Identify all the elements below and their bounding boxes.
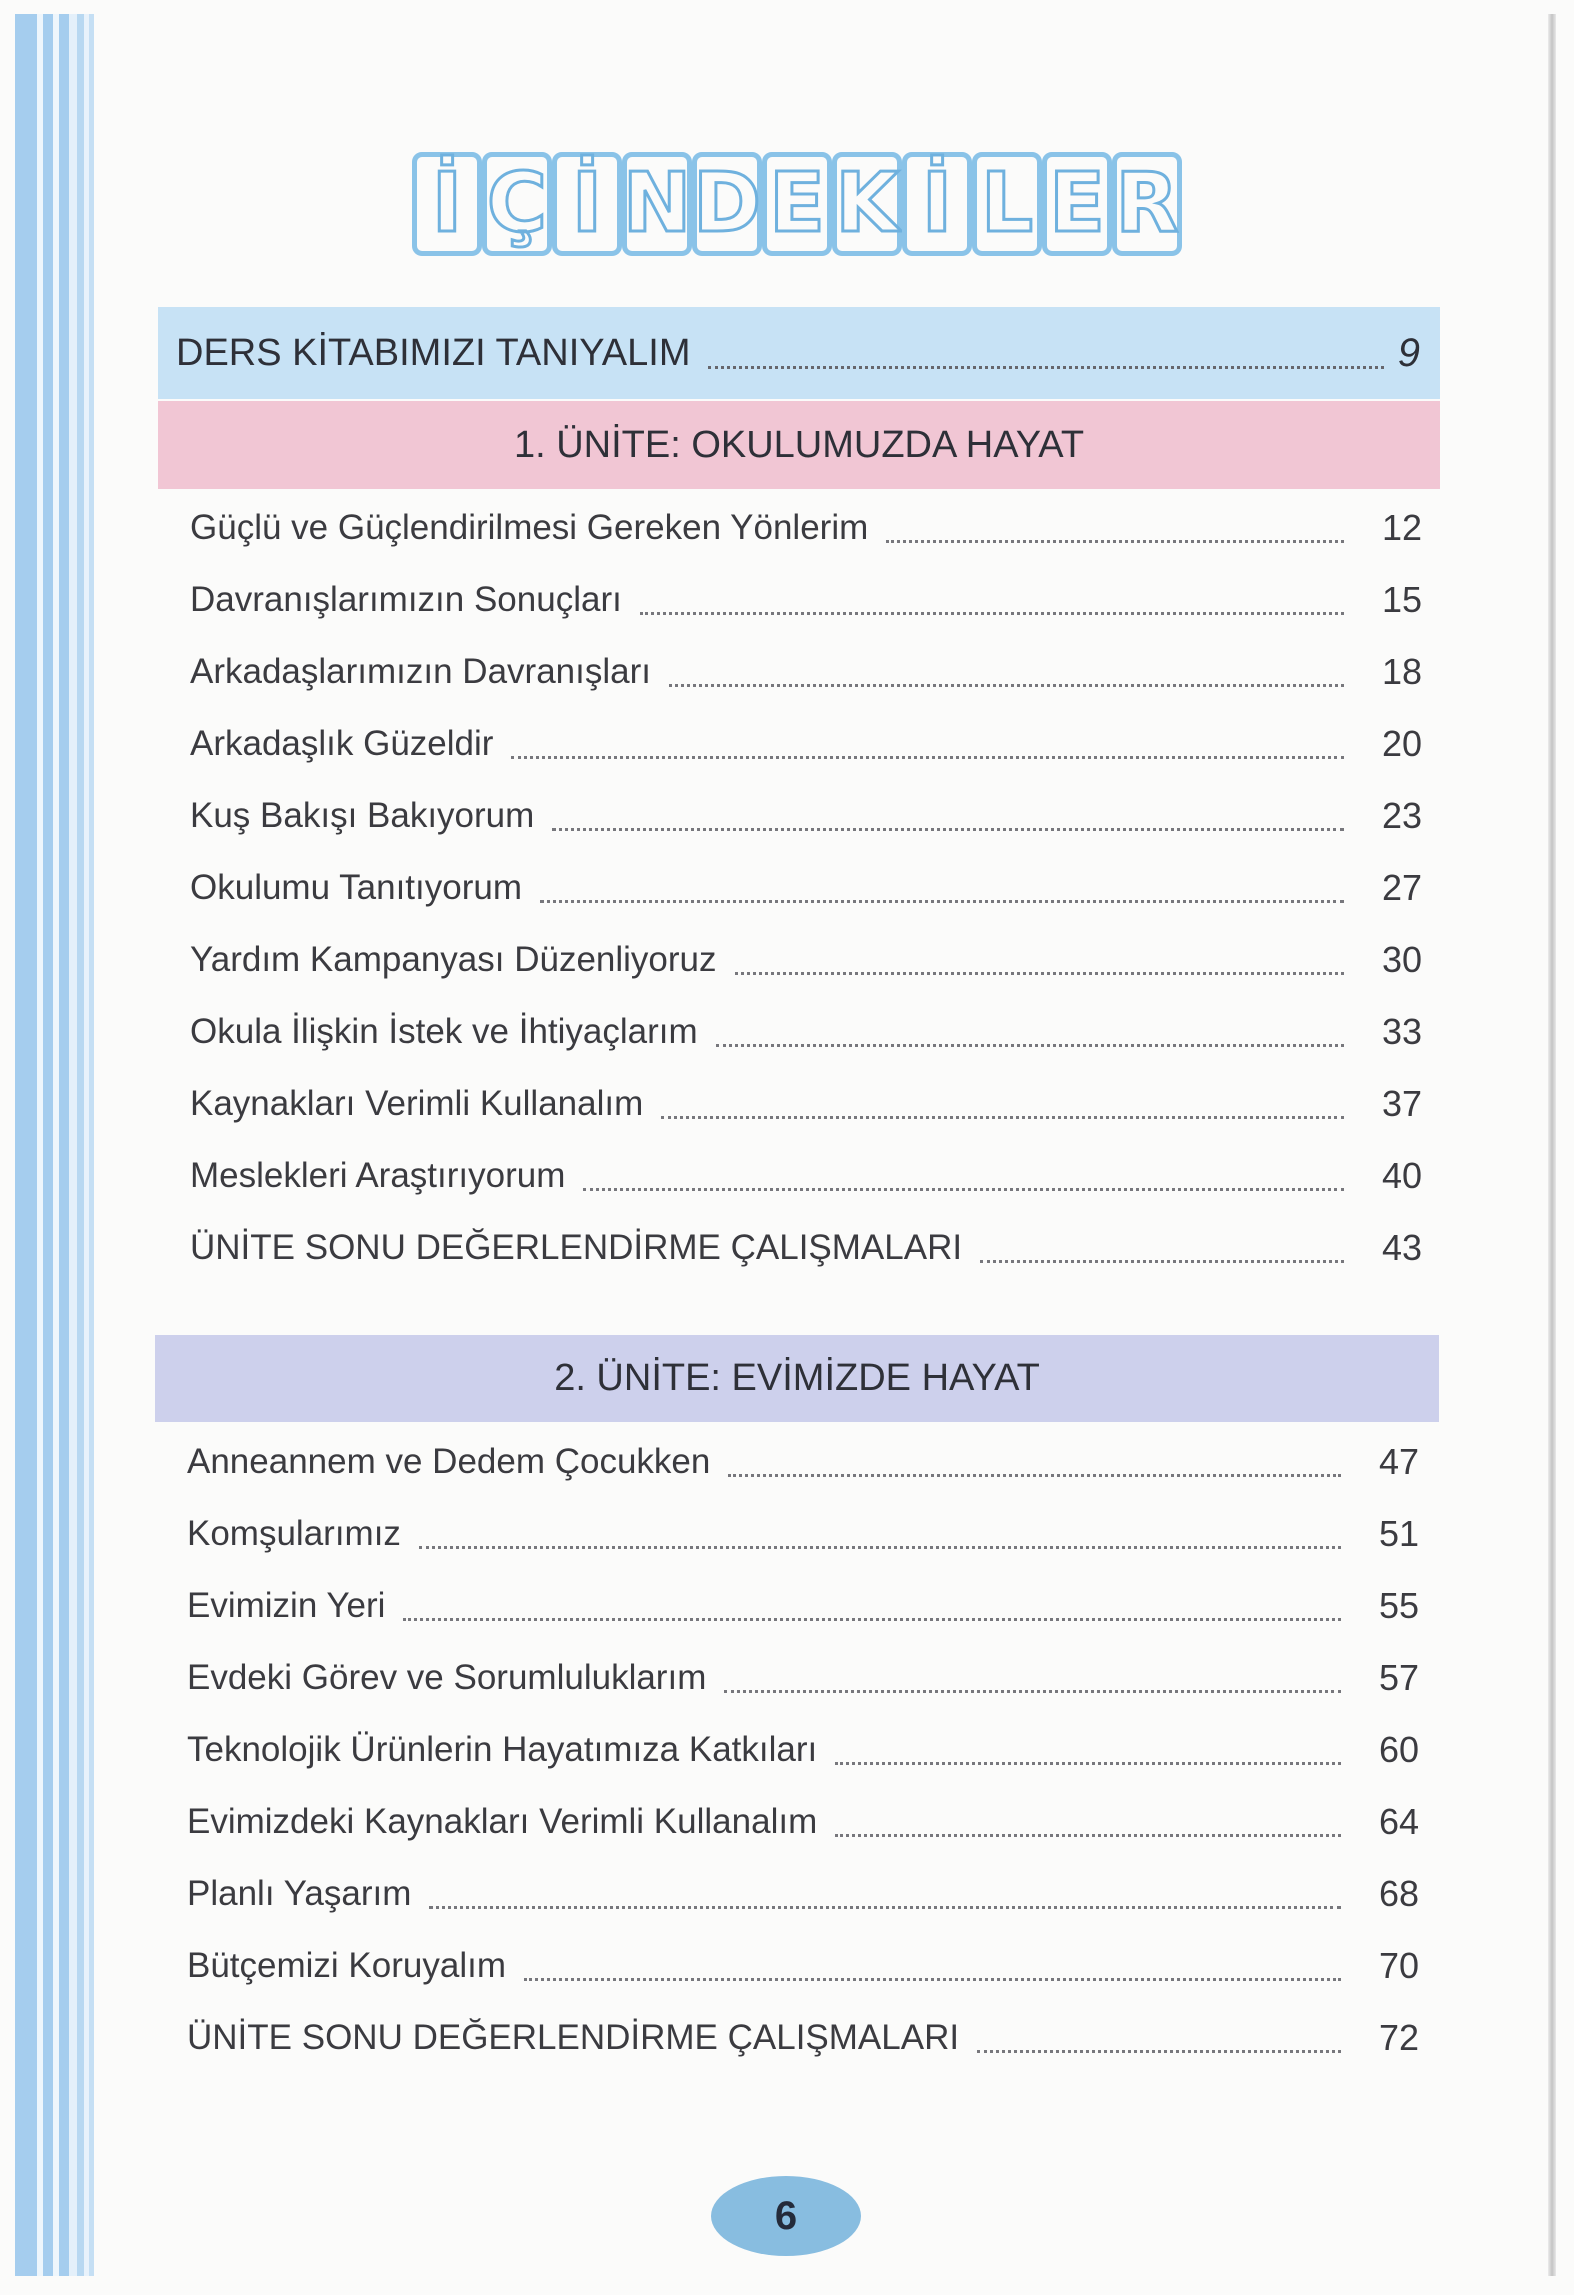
dot-leader [403, 1618, 1341, 1621]
dot-leader [980, 1260, 1344, 1263]
dot-leader [524, 1978, 1341, 1981]
toc-entry[interactable] [190, 642, 1422, 702]
title-letter-text: R [1115, 156, 1179, 251]
title-letter-text: Ç [486, 156, 548, 251]
toc-entry-label: Kaynakları Verimli Kullanalım [190, 1084, 644, 1123]
toc-entry-page: 51 [1378, 1513, 1419, 1554]
toc-entry-page: 55 [1378, 1585, 1419, 1626]
dot-leader [886, 540, 1344, 543]
toc-entry-page: 72 [1378, 2017, 1419, 2058]
title-letter-text: İ [571, 156, 603, 251]
title-letter [552, 152, 622, 256]
toc-entry-page: 40 [1381, 1155, 1422, 1196]
toc-entry-label: Arkadaşlarımızın Davranışları [190, 652, 651, 691]
dot-leader [669, 684, 1344, 687]
dot-leader [735, 972, 1344, 975]
dot-leader [728, 1474, 1341, 1477]
toc-entry-page: 30 [1381, 939, 1422, 980]
title-letter [692, 152, 762, 256]
toc-entry-label: Komşularımız [187, 1514, 401, 1553]
page-number-badge [711, 2176, 861, 2256]
title-letter [482, 152, 552, 256]
toc-entry-label: ÜNİTE SONU DEĞERLENDİRME ÇALIŞMALARI [190, 1228, 963, 1267]
toc-entry[interactable] [187, 1864, 1419, 1924]
dot-leader [835, 1834, 1341, 1837]
dot-leader [419, 1546, 1341, 1549]
toc-entry-page: 27 [1381, 867, 1422, 908]
toc-entry-label: Kuş Bakışı Bakıyorum [190, 796, 535, 835]
title-letter-text: K [835, 156, 899, 251]
dot-leader [552, 828, 1344, 831]
unit-1-heading [158, 401, 1440, 489]
title-letter-text: E [768, 156, 825, 251]
toc-entry-page: 64 [1378, 1801, 1419, 1842]
unit-2-heading-text: 2. ÜNİTE: EVİMİZDE HAYAT [554, 1357, 1040, 1399]
title-letter-text: İ [431, 156, 463, 251]
toc-entry-page: 57 [1378, 1657, 1419, 1698]
toc-entry[interactable] [187, 2008, 1419, 2068]
title-letter-text: İ [921, 156, 953, 251]
dot-leader [511, 756, 1344, 759]
toc-entry-page: 12 [1381, 507, 1422, 548]
dot-leader [724, 1690, 1341, 1693]
toc-entry[interactable] [190, 930, 1422, 990]
toc-entry-label: Evimizdeki Kaynakları Verimli Kullanalım [187, 1802, 818, 1841]
toc-entry[interactable] [187, 1720, 1419, 1780]
unit-1-heading-text: 1. ÜNİTE: OKULUMUZDA HAYAT [513, 423, 1085, 466]
title-letter-text: N [622, 156, 692, 251]
title-letter [902, 152, 972, 256]
dot-leader [977, 2050, 1341, 2053]
toc-entry-page: 37 [1381, 1083, 1422, 1124]
toc-entry-page: 68 [1378, 1873, 1419, 1914]
toc-entry-label: Bütçemizi Koruyalım [187, 1946, 506, 1985]
toc-entry[interactable] [190, 714, 1422, 774]
title-letter [972, 152, 1042, 256]
dot-leader [835, 1762, 1341, 1765]
dot-leader [429, 1906, 1341, 1909]
toc-entry-page: 33 [1381, 1011, 1422, 1052]
title-letter [762, 152, 832, 256]
dot-leader [640, 612, 1344, 615]
title-letter [832, 152, 902, 256]
toc-entry[interactable] [190, 858, 1422, 918]
dot-leader [540, 900, 1344, 903]
toc-entry-page: 47 [1378, 1441, 1419, 1482]
toc-entry[interactable] [190, 1074, 1422, 1134]
page-number: 6 [774, 2193, 798, 2238]
toc-entry[interactable] [190, 570, 1422, 630]
title-letter [412, 152, 482, 256]
toc-entry-page: 15 [1381, 579, 1422, 620]
toc-entry-page: 43 [1381, 1227, 1422, 1268]
toc-entry-label: Evdeki Görev ve Sorumluluklarım [187, 1658, 707, 1697]
toc-entry[interactable] [187, 1648, 1419, 1708]
toc-entry-label: Okula İlişkin İstek ve İhtiyaçlarım [190, 1012, 698, 1051]
toc-entry-label: ÜNİTE SONU DEĞERLENDİRME ÇALIŞMALARI [187, 2018, 960, 2057]
toc-intro-label: DERS KİTABIMIZI TANIYALIM [176, 331, 691, 374]
toc-entry[interactable] [190, 1218, 1422, 1278]
dot-leader [708, 366, 1383, 369]
toc-entry[interactable] [187, 1792, 1419, 1852]
toc-entry-label: Evimizin Yeri [187, 1586, 386, 1625]
title-letter [1112, 152, 1182, 256]
toc-entry-label: Davranışlarımızın Sonuçları [190, 580, 622, 619]
toc-entry[interactable] [187, 1432, 1419, 1492]
toc-entry-label: Anneannem ve Dedem Çocukken [187, 1442, 711, 1481]
toc-entry-label: Arkadaşlık Güzeldir [190, 724, 494, 763]
dot-leader [716, 1044, 1344, 1047]
title-letter [1042, 152, 1112, 256]
toc-entry[interactable] [187, 1576, 1419, 1636]
toc-entry[interactable] [190, 1146, 1422, 1206]
toc-intro-row[interactable] [158, 307, 1440, 399]
page-title [412, 152, 1182, 258]
dot-leader [583, 1188, 1344, 1191]
unit-2-heading [155, 1335, 1439, 1422]
toc-entry[interactable] [190, 1002, 1422, 1062]
toc-entry[interactable] [190, 498, 1422, 558]
dot-leader [661, 1116, 1344, 1119]
toc-intro-page: 9 [1397, 330, 1420, 375]
title-letter-text: E [1048, 156, 1105, 251]
toc-entry-page: 70 [1378, 1945, 1419, 1986]
title-letter [622, 152, 692, 256]
page-right-edge [1548, 14, 1556, 2276]
toc-entry[interactable] [187, 1504, 1419, 1564]
toc-entry-label: Teknolojik Ürünlerin Hayatımıza Katkıları [187, 1730, 818, 1769]
toc-entry-page: 18 [1381, 651, 1422, 692]
toc-entry[interactable] [187, 1936, 1419, 1996]
title-letter-text: D [692, 156, 762, 251]
toc-entry-page: 60 [1378, 1729, 1419, 1770]
title-letter-text: L [980, 156, 1034, 251]
toc-entry-page: 23 [1381, 795, 1422, 836]
toc-entry-label: Yardım Kampanyası Düzenliyoruz [190, 940, 717, 979]
toc-entry-label: Meslekleri Araştırıyorum [190, 1156, 566, 1195]
toc-entry-label: Okulumu Tanıtıyorum [190, 868, 522, 907]
toc-entry-page: 20 [1381, 723, 1422, 764]
toc-entry-label: Planlı Yaşarım [187, 1874, 412, 1913]
toc-entry[interactable] [190, 786, 1422, 846]
left-decorative-stripes [15, 14, 95, 2276]
toc-entry-label: Güçlü ve Güçlendirilmesi Gereken Yönlerim [190, 508, 869, 547]
